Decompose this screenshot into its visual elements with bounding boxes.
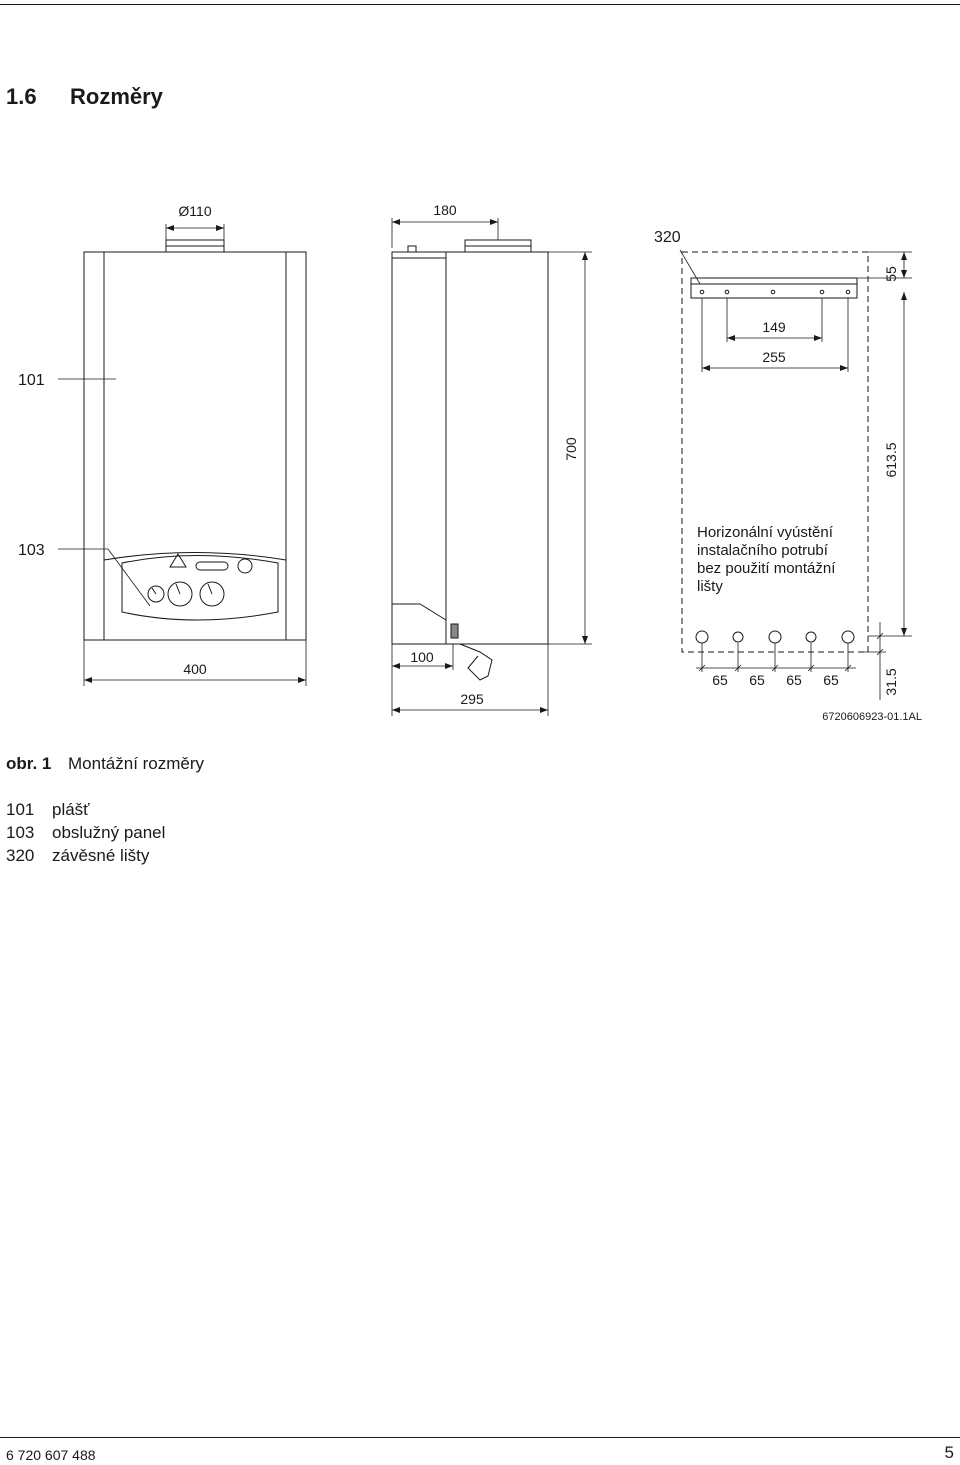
dim-spacing-2: 65 [749,672,765,688]
legend-item [6,798,165,821]
power-plug-icon [460,644,492,680]
legend-code: 103 [6,823,35,842]
side-view [392,240,548,680]
label-103: 103 [18,542,45,559]
doc-number: 6 720 607 488 [6,1447,96,1463]
legend-item [6,844,165,867]
dim-depth-top: 100 [410,649,434,665]
dim-flue-diameter: Ø110 [178,203,212,219]
label-101: 101 [18,372,45,389]
mounting-rail [691,278,857,298]
dim-flue-offset: 180 [433,202,457,218]
connection-5-icon [842,631,854,643]
legend-item [6,821,165,844]
leader-320 [680,250,700,284]
note-line-1: Horizonální vyústění [697,524,833,541]
legend-text: obslužný panel [52,823,166,842]
legend-text: plášť [52,800,90,819]
dim-rail-inner: 149 [762,319,786,335]
dim-rail-height: 55 [883,266,899,282]
legend-code: 101 [6,800,35,819]
connection-2-icon [733,632,743,642]
legend-text: závěsné lišty [52,846,150,865]
installation-note [697,524,836,595]
page-number: 5 [944,1443,954,1462]
dim-spacing-3: 65 [786,672,802,688]
top-rule [0,4,960,5]
dimension-drawing [0,190,960,730]
front-view [84,240,306,640]
section-title: Rozměry [70,84,163,109]
dim-width: 400 [183,661,207,677]
dim-mount-height: 613.5 [883,442,899,478]
label-320: 320 [654,229,681,246]
control-panel [104,553,286,641]
dim-height: 700 [563,437,579,461]
section-heading [6,84,163,110]
note-line-2: instalačního potrubí [697,542,828,559]
dim-spacing-1: 65 [712,672,728,688]
figure-caption [6,754,204,774]
caption-text: Montážní rozměry [68,754,205,773]
legend [6,798,165,867]
dim-bottom: 31.5 [883,668,899,696]
note-line-4: lišty [697,578,723,595]
bottom-rule [0,1437,960,1438]
side-casing [392,252,548,644]
note-line-3: bez použití montážní [697,560,836,577]
section-number: 1.6 [6,84,37,109]
connection-3-icon [769,631,781,643]
legend-code: 320 [6,846,35,865]
dim-depth: 295 [460,691,484,707]
connection-4-icon [806,632,816,642]
drawing-code: 6720606923-01.1AL [822,711,922,723]
dim-rail-outer: 255 [762,349,786,365]
dim-spacing-4: 65 [823,672,839,688]
caption-label: obr. 1 [6,754,52,773]
connection-1-icon [696,631,708,643]
